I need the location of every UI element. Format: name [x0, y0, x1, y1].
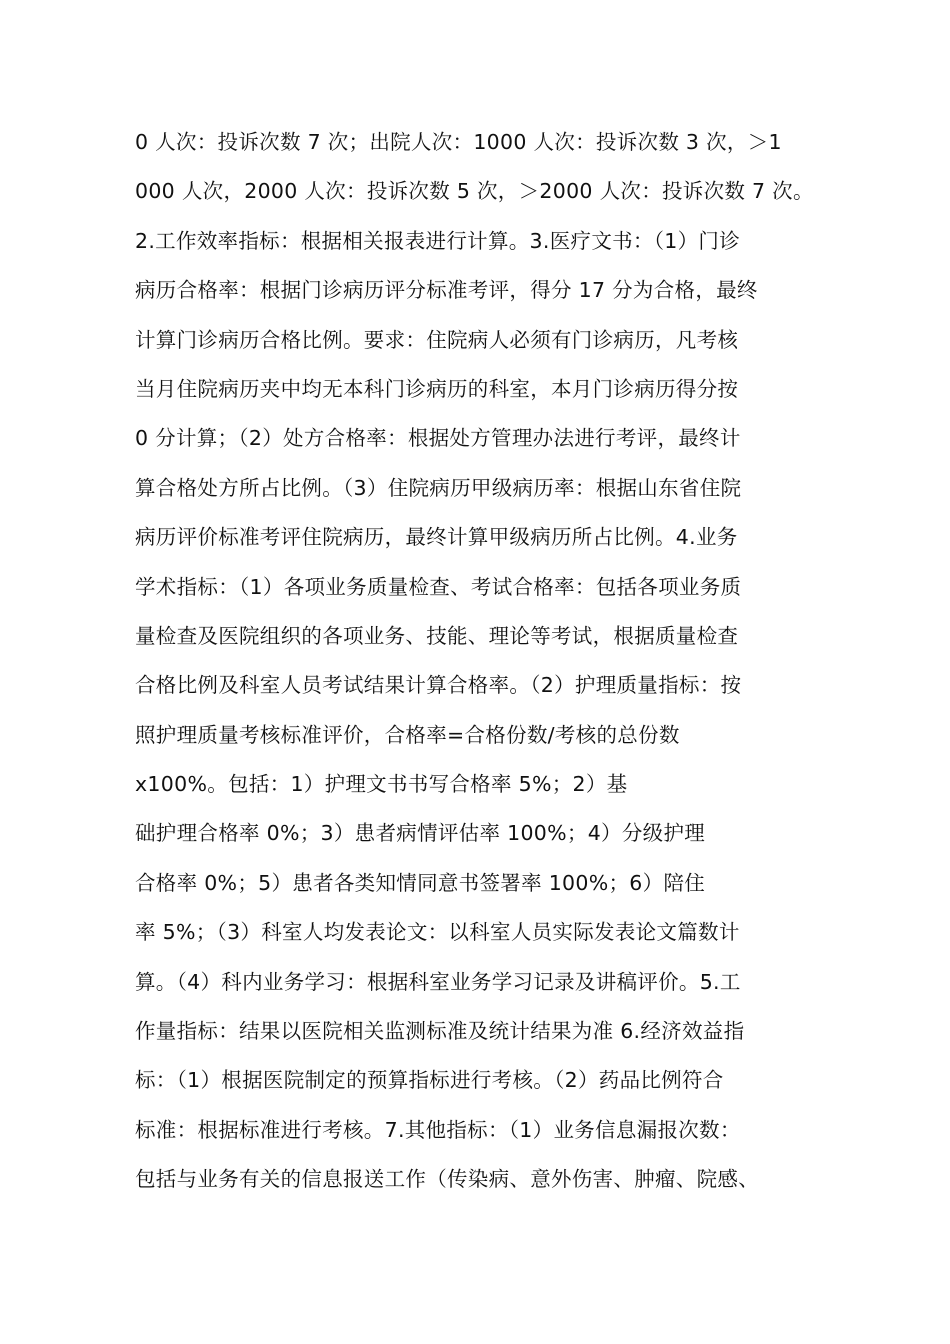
text-line-6: 当月住院病历夹中均无本科门诊病历的科室，本月门诊病历得分按 — [135, 376, 739, 401]
text-line-20: 标：（1）根据医院制定的预算指标进行考核。（2）药品比例符合 — [135, 1068, 724, 1093]
body-text — [135, 118, 835, 1205]
text-line-11: 量检查及医院组织的各项业务、技能、理论等考试，根据质量检查 — [135, 623, 739, 648]
text-line-14: x100%。包括：1）护理文书书写合格率 5%；2）基 — [135, 772, 628, 797]
text-line-5: 计算门诊病历合格比例。要求：住院病人必须有门诊病历，凡考核 — [135, 327, 739, 352]
text-line-8: 算合格处方所占比例。（3）住院病历甲级病历率：根据山东省住院 — [135, 475, 742, 500]
text-line-17: 率 5%；（3）科室人均发表论文：以科室人员实际发表论文篇数计 — [135, 920, 740, 945]
text-line-22: 包括与业务有关的信息报送工作（传染病、意外伤害、肿瘤、院感、 — [135, 1167, 759, 1192]
text-line-18: 算。（4）科内业务学习：根据科室业务学习记录及讲稿评价。5.工 — [135, 969, 741, 994]
text-line-16: 合格率 0%；5）患者各类知情同意书签署率 100%；6）陪住 — [135, 870, 706, 895]
text-line-4: 病历合格率：根据门诊病历评分标准考评，得分 17 分为合格，最终 — [135, 278, 758, 303]
text-line-13: 照护理质量考核标准评价，合格率=合格份数/考核的总份数 — [135, 722, 680, 747]
text-line-1: 0 人次：投诉次数 7 次；出院人次：1000 人次：投诉次数 3 次，＞1 — [135, 130, 782, 154]
text-line-12: 合格比例及科室人员考试结果计算合格率。（2）护理质量指标：按 — [135, 673, 742, 698]
text-line-15: 础护理合格率 0%；3）患者病情评估率 100%；4）分级护理 — [135, 821, 706, 846]
text-line-2: 000 人次，2000 人次：投诉次数 5 次，＞2000 人次：投诉次数 7 次。 — [135, 179, 814, 204]
text-line-19: 作量指标：结果以医院相关监测标准及统计结果为准 6.经济效益指 — [135, 1019, 745, 1044]
text-line-21: 标准：根据标准进行考核。7.其他指标：（1）业务信息漏报次数： — [135, 1117, 741, 1142]
text-line-7: 0 分计算；（2）处方合格率：根据处方管理办法进行考评，最终计 — [135, 426, 741, 451]
text-line-9: 病历评价标准考评住院病历，最终计算甲级病历所占比例。4.业务 — [135, 525, 738, 550]
text-line-3: 2.工作效率指标：根据相关报表进行计算。3.医疗文书：（1）门诊 — [135, 228, 741, 253]
text-line-10: 学术指标：（1）各项业务质量检查、考试合格率：包括各项业务质 — [135, 574, 742, 599]
